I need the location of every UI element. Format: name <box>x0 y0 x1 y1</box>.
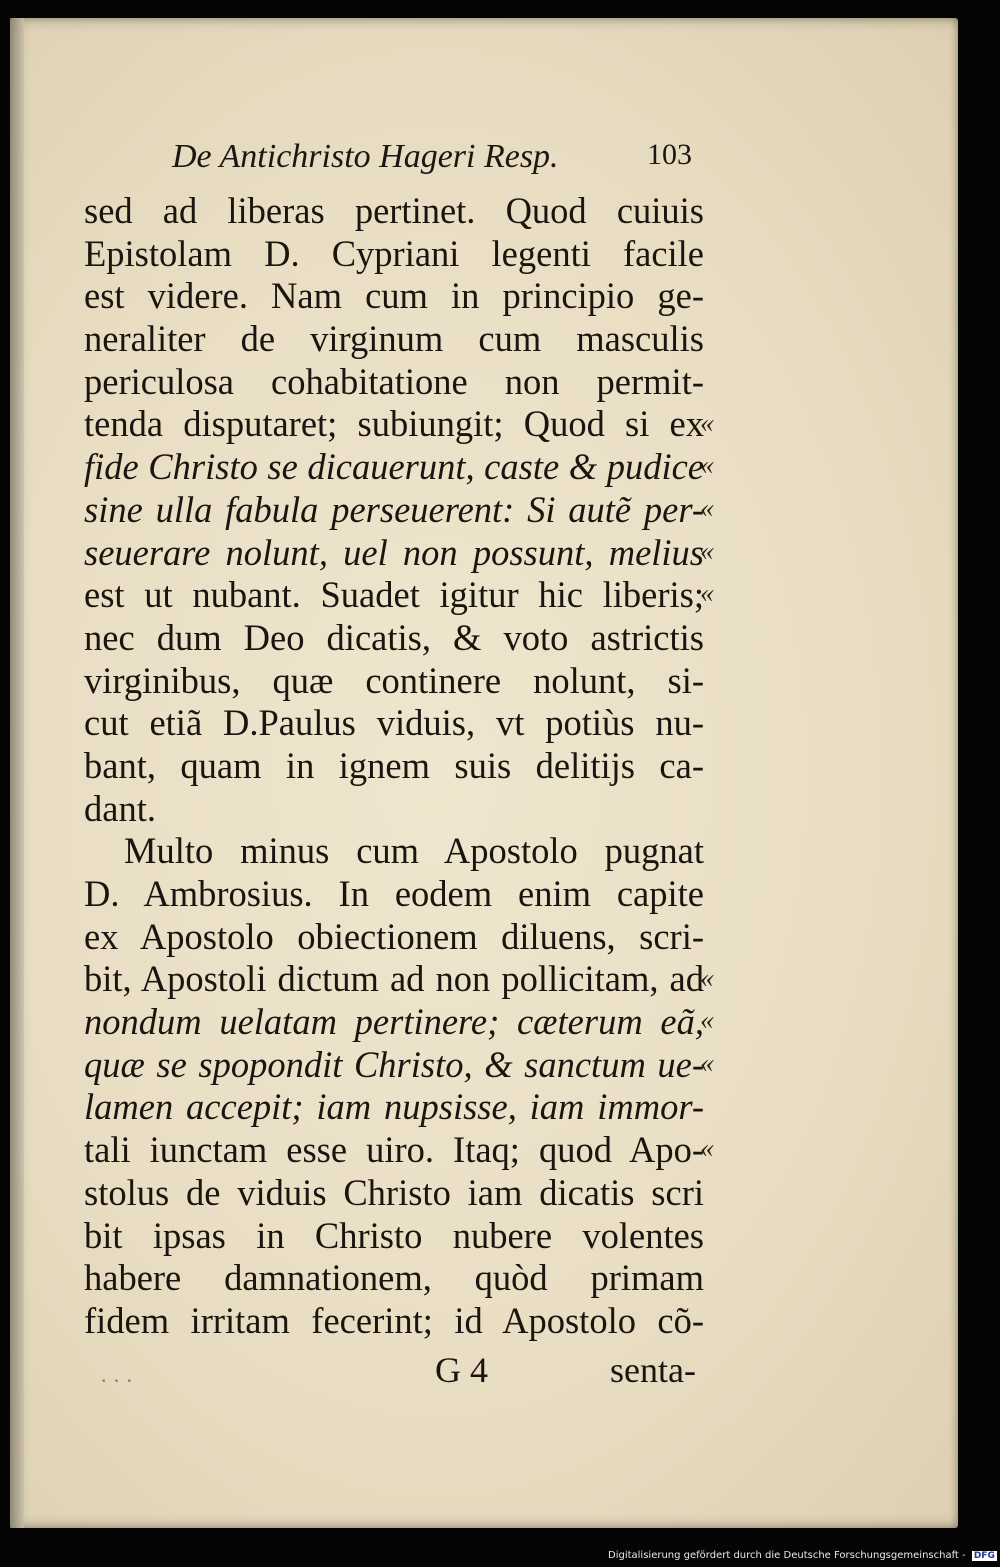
text-line: periculosa cohabitatione non permit- <box>84 360 704 402</box>
text-line: fidem irritam fecerint; id Apostolo cõ- <box>84 1299 704 1341</box>
text-line: dant. <box>84 787 156 829</box>
text-line: habere damnationem, quòd primam <box>84 1257 704 1299</box>
text-line: virginibus, quæ continere nolunt, si- <box>84 659 704 701</box>
digitization-credit <box>608 1550 997 1561</box>
text-line: tali iunctam esse uiro. Itaq; quod Apo- <box>84 1129 704 1171</box>
text-line: bit, Apostoli dictum ad non pollicitam, ad <box>84 958 704 1000</box>
quote-mark: « <box>700 492 714 524</box>
dfg-logo: DFG <box>973 1551 995 1561</box>
text-line: neraliter de virginum cum masculis <box>84 318 704 360</box>
text-line: cut etiã D.Paulus viduis, vt potiùs nu- <box>84 702 704 744</box>
main-text <box>84 190 704 1343</box>
text-line: fide Christo se dicauerunt, caste & pudice <box>84 446 704 488</box>
text-line: Multo minus cum Apostolo pugnat <box>124 830 704 872</box>
quote-mark: « <box>700 535 714 567</box>
ink-marks: · · · <box>100 1368 133 1393</box>
text-line: seuerare nolunt, uel non possunt, melius <box>84 531 704 573</box>
quote-mark: « <box>700 962 714 994</box>
text-line: est videre. Nam cum in principio ge- <box>84 275 704 317</box>
quote-mark: « <box>700 407 714 439</box>
text-line: Epistolam D. Cypriani legenti facile <box>84 232 704 274</box>
text-line: nec dum Deo dicatis, & voto astrictis <box>84 616 704 658</box>
text-line: stolus de viduis Christo iam dicatis scri <box>84 1171 704 1213</box>
quote-mark: « <box>700 450 714 482</box>
text-line: D. Ambrosius. In eodem enim capite <box>84 873 704 914</box>
signature-mark: G 4 <box>435 1350 488 1390</box>
text-line: sine ulla fabula perseuerent: Si autẽ per- <box>84 488 704 530</box>
quote-mark: « <box>700 1133 714 1165</box>
text-line: tenda disputaret; subiungit; Quod si ex <box>84 403 704 445</box>
credit-text: Digitalisierung gefördert durch die Deutsche Forschungsgemeinschaft - <box>608 1550 966 1561</box>
text-line: lamen accepit; iam nupsisse, iam immor- <box>84 1086 704 1128</box>
page-number: 103 <box>647 138 692 171</box>
text-line: nondum uelatam pertinere; cæterum eã, <box>84 1001 704 1043</box>
text-line: bit ipsas in Christo nubere volentes <box>84 1214 704 1256</box>
page-gutter <box>10 18 24 1528</box>
text-line: sed ad liberas pertinet. Quod cuiuis <box>84 190 704 231</box>
running-title: De Antichristo Hageri Resp. <box>172 138 559 175</box>
catchword: senta- <box>610 1350 696 1390</box>
text-line: est ut nubant. Suadet igitur hic liberis; <box>84 574 704 616</box>
text-line: ex Apostolo obiectionem diluens, scri- <box>84 915 704 957</box>
running-header <box>172 138 692 184</box>
text-line: quæ se spopondit Christo, & sanctum ue- <box>84 1043 704 1085</box>
quote-mark: « <box>700 1005 714 1037</box>
quote-mark: « <box>700 578 714 610</box>
text-line: bant, quam in ignem suis delitijs ca- <box>84 744 704 786</box>
quote-mark: « <box>700 1048 714 1079</box>
